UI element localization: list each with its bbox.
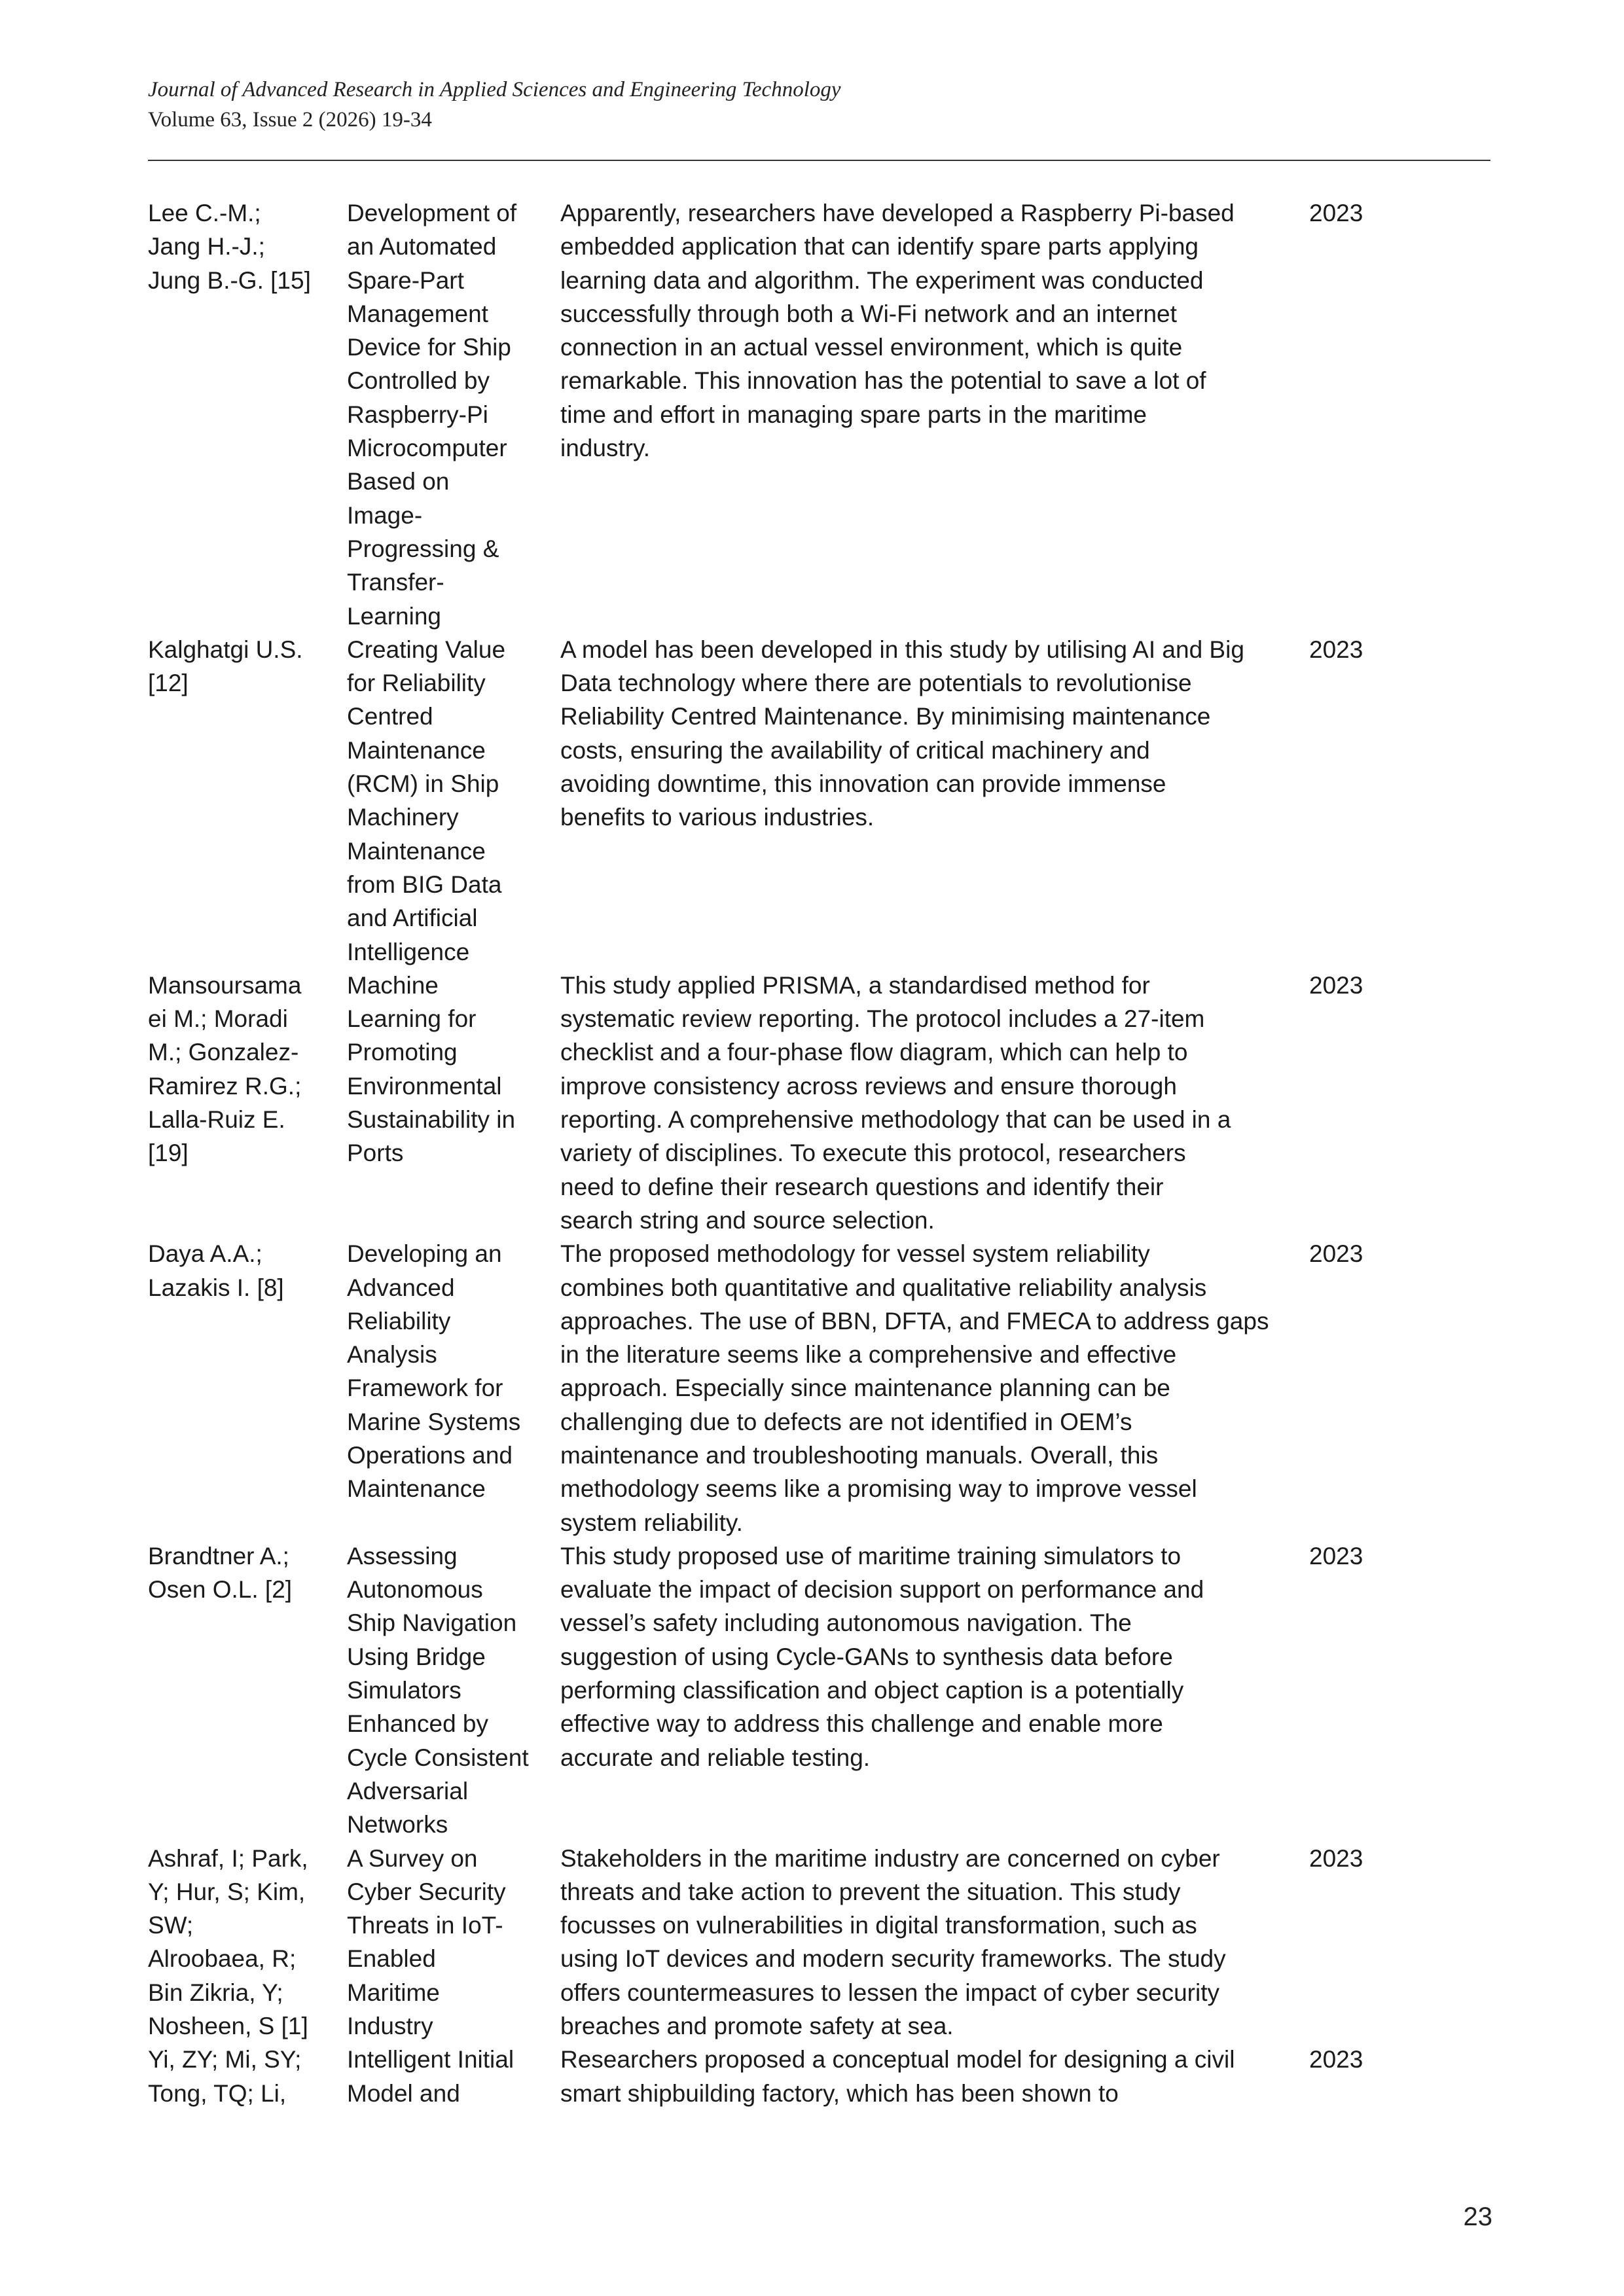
summary-cell [560, 196, 1300, 633]
title-cell-line: for Reliability [347, 670, 486, 697]
title-cell-line: Cycle Consistent [347, 1744, 529, 1771]
author-cell-line: Tong, TQ; Li, [148, 2079, 287, 2107]
title-cell-line: Marine Systems [347, 1408, 521, 1435]
volume-info: Volume 63, Issue 2 (2026) 19-34 [148, 108, 432, 132]
title-cell-line: Operations and [347, 1441, 513, 1469]
author-cell-line: Jang H.-J.; [148, 233, 265, 260]
summary-cell-line: variety of disciplines. To execute this protocol, researchers [560, 1139, 1186, 1167]
summary-cell-line: industry. [560, 435, 651, 462]
summary-cell-line: Researchers proposed a conceptual model for designing a civil [560, 2046, 1235, 2073]
author-cell-line: M.; Gonzalez- [148, 1039, 299, 1066]
author-cell-line: [12] [148, 670, 189, 697]
summary-cell-line: checklist and a four-phase flow diagram, which can help to [560, 1039, 1188, 1066]
summary-cell-line: performing classification and object caption is a potentially [560, 1677, 1184, 1704]
summary-cell-line: challenging due to defects are not identified in OEM’s [560, 1408, 1132, 1435]
title-cell-line: (RCM) in Ship [347, 770, 499, 798]
summary-cell [560, 2043, 1300, 2110]
summary-cell-line: approach. Especially since maintenance planning can be [560, 1374, 1170, 1402]
year-cell: 2023 [1309, 971, 1363, 999]
author-cell-line: Ramirez R.G.; [148, 1072, 302, 1100]
title-cell-line: Image- [347, 501, 423, 529]
author-cell-line: Lazakis I. [8] [148, 1274, 284, 1301]
summary-cell-line: embedded application that can identify spare parts applying [560, 233, 1199, 260]
title-cell-line: and Artificial [347, 905, 478, 932]
title-cell [347, 2043, 560, 2110]
title-cell-line: Networks [347, 1811, 448, 1839]
author-cell-line: Lalla-Ruiz E. [148, 1106, 285, 1134]
author-cell-line: [19] [148, 1139, 189, 1167]
year-cell: 2023 [1309, 1240, 1363, 1268]
summary-cell-line: threats and take action to prevent the situation. This study [560, 1878, 1181, 1905]
title-cell-line: Raspberry-Pi [347, 401, 488, 428]
table-row [148, 1539, 1490, 1842]
title-cell-line: Using Bridge [347, 1643, 486, 1670]
author-cell-line: Osen O.L. [2] [148, 1576, 293, 1604]
table-row [148, 196, 1490, 633]
title-cell-line: Controlled by [347, 367, 490, 395]
summary-cell-line: vessel’s safety including autonomous navigation. The [560, 1609, 1132, 1637]
title-cell-line: A Survey on [347, 1844, 478, 1872]
title-cell-line: Maintenance [347, 736, 486, 764]
table-row [148, 2043, 1490, 2110]
title-cell-line: Threats in IoT- [347, 1912, 503, 1939]
summary-cell-line: improve consistency across reviews and ensure thorough [560, 1072, 1177, 1100]
title-cell-line: Centred [347, 703, 433, 730]
summary-cell [560, 1237, 1300, 1539]
author-cell-line: Jung B.-G. [15] [148, 266, 311, 294]
title-cell [347, 1842, 560, 2043]
title-cell-line: Creating Value [347, 636, 506, 663]
summary-cell-line: maintenance and troubleshooting manuals. Overall, this [560, 1441, 1159, 1469]
table-row [148, 1842, 1490, 2043]
year-cell: 2023 [1309, 636, 1363, 663]
table-row [148, 969, 1490, 1237]
summary-cell-line: in the literature seems like a comprehensive and effective [560, 1341, 1177, 1369]
title-cell-line: from BIG Data [347, 870, 502, 898]
summary-cell-line: The proposed methodology for vessel system reliability [560, 1240, 1150, 1268]
title-cell-line: Adversarial [347, 1777, 469, 1804]
title-cell [347, 969, 560, 1237]
title-cell-line: Intelligence [347, 938, 470, 965]
page-number: 23 [1463, 2202, 1492, 2231]
year-cell: 2023 [1309, 2046, 1363, 2073]
title-cell-line: Spare-Part [347, 266, 464, 294]
author-cell [148, 633, 347, 969]
author-cell-line: Alroobaea, R; [148, 1945, 297, 1973]
author-cell-line: ei M.; Moradi [148, 1005, 288, 1033]
title-cell-line: Cyber Security [347, 1878, 506, 1905]
title-cell-line: Advanced [347, 1274, 455, 1301]
summary-cell-line: smart shipbuilding factory, which has been shown to [560, 2079, 1119, 2107]
author-cell-line: Bin Zikria, Y; [148, 1979, 283, 2006]
title-cell-line: Environmental [347, 1072, 502, 1100]
author-cell [148, 1237, 347, 1539]
summary-cell-line: suggestion of using Cycle-GANs to synthesis data before [560, 1643, 1173, 1670]
author-cell-line: Y; Hur, S; Kim, [148, 1878, 306, 1905]
year-cell: 2023 [1309, 200, 1363, 226]
summary-cell-line: Reliability Centred Maintenance. By minimising maintenance [560, 703, 1211, 730]
title-cell-line: Machine [347, 971, 439, 999]
author-cell-line: Yi, ZY; Mi, SY; [148, 2046, 302, 2073]
author-cell-line: Mansoursama [148, 971, 302, 999]
author-cell [148, 196, 347, 633]
summary-cell-line: methodology seems like a promising way to improve vessel [560, 1475, 1197, 1503]
title-cell-line: Device for Ship [347, 334, 511, 361]
header-rule [148, 160, 1490, 161]
title-cell-line: Analysis [347, 1341, 437, 1369]
author-cell-line: Nosheen, S [1] [148, 2013, 308, 2040]
title-cell-line: Transfer- [347, 569, 444, 596]
summary-cell-line: approaches. The use of BBN, DFTA, and FMECA to address gaps [560, 1307, 1269, 1335]
title-cell [347, 1539, 560, 1842]
title-cell-line: Model and [347, 2079, 460, 2107]
title-cell-line: Simulators [347, 1677, 461, 1704]
summary-cell-line: accurate and reliable testing. [560, 1744, 871, 1771]
author-cell [148, 969, 347, 1237]
title-cell-line: Enabled [347, 1945, 436, 1973]
summary-cell-line: This study applied PRISMA, a standardised method for [560, 971, 1150, 999]
summary-cell-line: need to define their research questions and identify their [560, 1173, 1164, 1200]
title-cell-line: Ship Navigation [347, 1609, 517, 1637]
summary-cell-line: learning data and algorithm. The experiment was conducted [560, 266, 1204, 294]
title-cell-line: Maintenance [347, 1475, 486, 1503]
summary-cell-line: connection in an actual vessel environment, which is quite [560, 334, 1183, 361]
title-cell-line: Microcomputer [347, 435, 507, 462]
title-cell [347, 633, 560, 969]
title-cell-line: Assessing [347, 1542, 458, 1570]
title-cell-line: Autonomous [347, 1576, 483, 1604]
author-cell-line: SW; [148, 1912, 194, 1939]
summary-cell-line: time and effort in managing spare parts in the maritime [560, 401, 1147, 428]
summary-cell [560, 633, 1300, 969]
title-cell-line: Ports [347, 1139, 404, 1167]
title-cell-line: Intelligent Initial [347, 2046, 514, 2073]
title-cell-line: Learning for [347, 1005, 477, 1033]
summary-cell-line: A model has been developed in this study by utilising AI and Big [560, 636, 1244, 663]
summary-cell-line: search string and source selection. [560, 1206, 935, 1234]
title-cell-line: Management [347, 300, 488, 327]
summary-cell [560, 1842, 1300, 2043]
title-cell [347, 1237, 560, 1539]
summary-cell-line: combines both quantitative and qualitative reliability analysis [560, 1274, 1207, 1301]
author-cell [148, 1539, 347, 1842]
author-cell-line: Kalghatgi U.S. [148, 636, 303, 663]
summary-cell-line: Apparently, researchers have developed a Raspberry Pi-based [560, 200, 1235, 226]
title-cell-line: Promoting [347, 1039, 458, 1066]
title-cell-line: Developing an [347, 1240, 502, 1268]
title-cell-line: Enhanced by [347, 1710, 489, 1738]
summary-cell-line: Stakeholders in the maritime industry are concerned on cyber [560, 1844, 1220, 1872]
title-cell-line: Development of [347, 200, 517, 226]
summary-cell-line: breaches and promote safety at sea. [560, 2013, 954, 2040]
author-cell-line: Lee C.-M.; [148, 200, 261, 226]
journal-title: Journal of Advanced Research in Applied Sciences and Engineering Technology [148, 78, 841, 101]
summary-cell-line: effective way to address this challenge and enable more [560, 1710, 1163, 1738]
author-cell-line: Ashraf, I; Park, [148, 1844, 308, 1872]
title-cell-line: Machinery [347, 804, 459, 831]
summary-cell-line: focusses on vulnerabilities in digital transformation, such as [560, 1912, 1197, 1939]
title-cell-line: Maintenance [347, 837, 486, 865]
title-cell-line: Industry [347, 2013, 433, 2040]
summary-cell-line: system reliability. [560, 1509, 743, 1536]
table-row [148, 633, 1490, 969]
summary-cell-line: systematic review reporting. The protocol includes a 27-item [560, 1005, 1205, 1033]
summary-cell-line: using IoT devices and modern security frameworks. The study [560, 1945, 1226, 1973]
author-cell-line: Brandtner A.; [148, 1542, 289, 1570]
summary-cell [560, 1539, 1300, 1842]
literature-table [148, 196, 1490, 2110]
title-cell-line: Based on [347, 468, 450, 495]
author-cell-line: Daya A.A.; [148, 1240, 262, 1268]
title-cell-line: Learning [347, 602, 442, 630]
summary-cell-line: costs, ensuring the availability of critical machinery and [560, 736, 1150, 764]
year-cell: 2023 [1309, 1844, 1363, 1872]
author-cell [148, 2043, 347, 2110]
title-cell [347, 196, 560, 633]
summary-cell-line: reporting. A comprehensive methodology that can be used in a [560, 1106, 1231, 1134]
title-cell-line: Sustainability in [347, 1106, 516, 1134]
summary-cell-line: avoiding downtime, this innovation can provide immense [560, 770, 1166, 798]
table-row [148, 1237, 1490, 1539]
summary-cell-line: Data technology where there are potentials to revolutionise [560, 670, 1192, 697]
summary-cell-line: evaluate the impact of decision support on performance and [560, 1576, 1204, 1604]
summary-cell-line: offers countermeasures to lessen the impact of cyber security [560, 1979, 1220, 2006]
year-cell: 2023 [1309, 1542, 1363, 1570]
summary-cell [560, 969, 1300, 1237]
running-header [148, 75, 1483, 135]
title-cell-line: Maritime [347, 1979, 440, 2006]
author-cell [148, 1842, 347, 2043]
summary-cell-line: remarkable. This innovation has the potential to save a lot of [560, 367, 1206, 395]
summary-cell-line: This study proposed use of maritime training simulators to [560, 1542, 1182, 1570]
title-cell-line: Progressing & [347, 535, 499, 562]
title-cell-line: Framework for [347, 1374, 503, 1402]
summary-cell-line: successfully through both a Wi-Fi network and an internet [560, 300, 1177, 327]
summary-cell-line: benefits to various industries. [560, 804, 875, 831]
title-cell-line: an Automated [347, 233, 497, 260]
title-cell-line: Reliability [347, 1307, 451, 1335]
